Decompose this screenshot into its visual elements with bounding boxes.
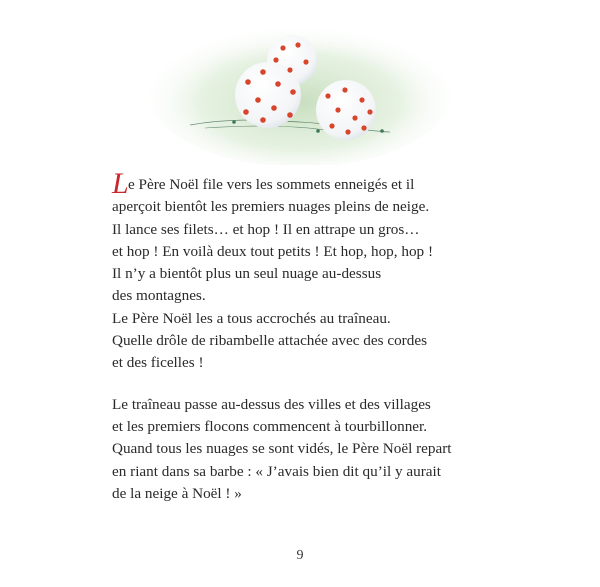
text-line: des montagnes. bbox=[112, 287, 206, 305]
text-line: en riant dans sa barbe : « J’avais bien dit qu’il y aurait bbox=[112, 462, 441, 480]
line-text: e Père Noël file vers les sommets enneigés et il bbox=[128, 176, 415, 193]
text-line: Quelle drôle de ribambelle attachée avec des cordes bbox=[112, 332, 427, 350]
text-line: et hop ! En voilà deux tout petits ! Et hop, hop, hop ! bbox=[112, 242, 433, 260]
story-text bbox=[112, 167, 512, 524]
text-line: Le Père Noël les a tous accrochés au traîneau. bbox=[112, 309, 391, 327]
paragraph-1 bbox=[112, 167, 512, 375]
text-line: Il lance ses filets… et hop ! Il en attrape un gros… bbox=[112, 220, 420, 238]
text-line: de la neige à Noël ! » bbox=[112, 484, 242, 502]
text-line: et les premiers flocons commencent à tourbillonner. bbox=[112, 417, 428, 435]
text-line bbox=[112, 167, 512, 200]
text-line: Il n’y a bientôt plus un seul nuage au-dessus bbox=[112, 265, 382, 283]
page-number: 9 bbox=[296, 548, 304, 563]
paragraph-2 bbox=[112, 394, 512, 505]
text-line: aperçoit bientôt les premiers nuages pleins de neige. bbox=[112, 198, 430, 216]
text-line: Le traîneau passe au-dessus des villes et des villages bbox=[112, 395, 431, 413]
snow-clouds-illustration bbox=[150, 0, 450, 165]
text-line: Quand tous les nuages se sont vidés, le Père Noël repart bbox=[112, 440, 452, 458]
text-line: et des ficelles ! bbox=[112, 354, 204, 372]
drop-cap: L bbox=[112, 167, 129, 200]
